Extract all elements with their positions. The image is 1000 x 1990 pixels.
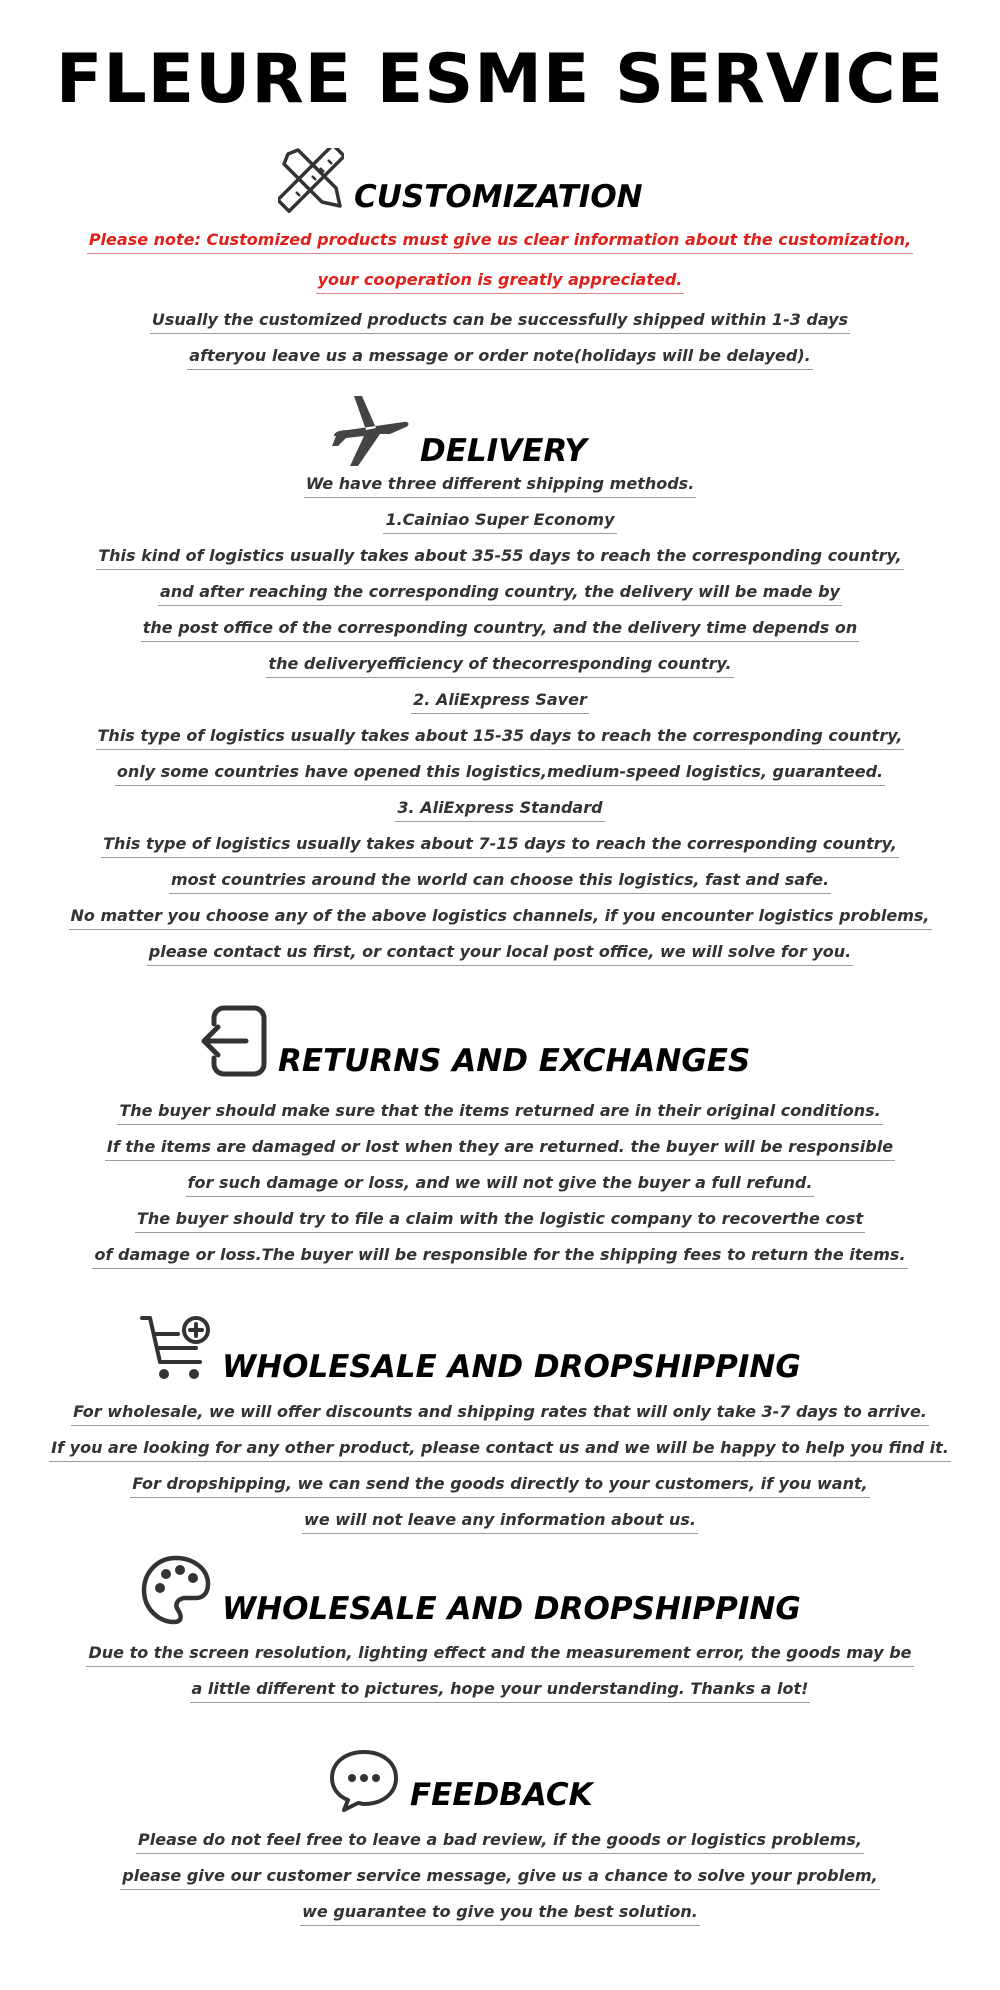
paragraph-line: please contact us first, or contact your local post office, we will solve for you. bbox=[147, 939, 853, 966]
airplane-icon bbox=[330, 392, 410, 468]
text-line bbox=[0, 262, 1000, 298]
text-line bbox=[0, 862, 1000, 898]
text-line bbox=[0, 1502, 1000, 1538]
text-line bbox=[0, 646, 1000, 682]
page-title: FLEURE ESME SERVICE bbox=[55, 40, 945, 119]
paragraph-line: This kind of logistics usually takes about 35-55 days to reach the corresponding country, bbox=[96, 543, 904, 570]
paragraph-line: Usually the customized products can be successfully shipped within 1-3 days bbox=[150, 307, 850, 334]
palette-icon bbox=[140, 1554, 212, 1626]
text-line bbox=[0, 1201, 1000, 1237]
customization-title: CUSTOMIZATION bbox=[354, 179, 643, 215]
text-line bbox=[0, 222, 1000, 258]
text-line bbox=[0, 302, 1000, 338]
color-note-title: WHOLESALE AND DROPSHIPPING bbox=[222, 1591, 801, 1627]
text-line bbox=[0, 898, 1000, 934]
paragraph-line: the post office of the corresponding country, and the delivery time depends on bbox=[141, 615, 859, 642]
text-line bbox=[0, 1894, 1000, 1930]
paragraph-line: 1.Cainiao Super Economy bbox=[383, 507, 616, 534]
paragraph-line: The buyer should try to file a claim with the logistic company to recoverthe cost bbox=[135, 1206, 865, 1233]
pencil-ruler-icon bbox=[278, 148, 344, 214]
feedback-title: FEEDBACK bbox=[410, 1777, 593, 1813]
text-line bbox=[0, 466, 1000, 502]
text-line bbox=[0, 934, 1000, 970]
text-line bbox=[0, 1394, 1000, 1430]
paragraph-line: We have three different shipping methods. bbox=[304, 471, 697, 498]
paragraph-line: the deliveryefficiency of thecorresponding country. bbox=[266, 651, 733, 678]
text-line bbox=[0, 1671, 1000, 1707]
wholesale-title: WHOLESALE AND DROPSHIPPING bbox=[222, 1349, 801, 1385]
text-line bbox=[0, 538, 1000, 574]
text-line bbox=[0, 1822, 1000, 1858]
paragraph-line: 3. AliExpress Standard bbox=[395, 795, 604, 822]
text-line bbox=[0, 790, 1000, 826]
paragraph-line: For dropshipping, we can send the goods directly to your customers, if you want, bbox=[130, 1471, 869, 1498]
text-line bbox=[0, 610, 1000, 646]
customization-text bbox=[0, 302, 1000, 374]
customization-heading bbox=[278, 148, 643, 214]
paragraph-line: we guarantee to give you the best solution. bbox=[300, 1899, 700, 1926]
notice-line: your cooperation is greatly appreciated. bbox=[316, 267, 685, 294]
paragraph-line: a little different to pictures, hope your understanding. Thanks a lot! bbox=[190, 1676, 811, 1703]
paragraph-line: for such damage or loss, and we will not give the buyer a full refund. bbox=[186, 1170, 815, 1197]
text-line bbox=[0, 718, 1000, 754]
feedback-text bbox=[0, 1822, 1000, 1930]
notice-line: Please note: Customized products must give us clear information about the customization, bbox=[87, 227, 913, 254]
customization-notice bbox=[0, 222, 1000, 298]
text-line bbox=[0, 1858, 1000, 1894]
paragraph-line: This type of logistics usually takes about 7-15 days to reach the corresponding country, bbox=[101, 831, 899, 858]
wholesale-heading bbox=[140, 1314, 801, 1384]
paragraph-line: Please do not feel free to leave a bad review, if the goods or logistics problems, bbox=[136, 1827, 864, 1854]
returns-heading bbox=[194, 1004, 750, 1078]
delivery-title: DELIVERY bbox=[420, 433, 587, 469]
paragraph-line: If you are looking for any other product, please contact us and we will be happy to help you find it. bbox=[49, 1435, 951, 1462]
color-note-text bbox=[0, 1635, 1000, 1707]
text-line bbox=[0, 1093, 1000, 1129]
paragraph-line: and after reaching the corresponding country, the delivery will be made by bbox=[158, 579, 842, 606]
paragraph-line: afteryou leave us a message or order note(holidays will be delayed). bbox=[187, 343, 812, 370]
paragraph-line: For wholesale, we will offer discounts and shipping rates that will only take 3-7 days to arrive. bbox=[71, 1399, 929, 1426]
paragraph-line: If the items are damaged or lost when they are returned. the buyer will be responsible bbox=[105, 1134, 895, 1161]
paragraph-line: please give our customer service message, give us a chance to solve your problem, bbox=[120, 1863, 879, 1890]
paragraph-line: of damage or loss.The buyer will be responsible for the shipping fees to return the items. bbox=[92, 1242, 907, 1269]
text-line bbox=[0, 1237, 1000, 1273]
text-line bbox=[0, 1430, 1000, 1466]
text-line bbox=[0, 338, 1000, 374]
paragraph-line: most countries around the world can choose this logistics, fast and safe. bbox=[169, 867, 831, 894]
wholesale-text bbox=[0, 1394, 1000, 1538]
text-line bbox=[0, 1466, 1000, 1502]
text-line bbox=[0, 1165, 1000, 1201]
delivery-heading bbox=[330, 392, 587, 468]
chat-bubble-icon bbox=[328, 1748, 400, 1812]
text-line bbox=[0, 1129, 1000, 1165]
text-line bbox=[0, 574, 1000, 610]
text-line bbox=[0, 502, 1000, 538]
feedback-heading bbox=[328, 1748, 593, 1812]
paragraph-line: Due to the screen resolution, lighting effect and the measurement error, the goods may be bbox=[86, 1640, 913, 1667]
paragraph-line: only some countries have opened this logistics,medium-speed logistics, guaranteed. bbox=[115, 759, 885, 786]
return-arrow-icon bbox=[194, 1004, 268, 1078]
delivery-text bbox=[0, 466, 1000, 970]
text-line bbox=[0, 1635, 1000, 1671]
cart-add-icon bbox=[140, 1314, 212, 1384]
paragraph-line: The buyer should make sure that the items returned are in their original conditions. bbox=[117, 1098, 882, 1125]
paragraph-line: we will not leave any information about us. bbox=[302, 1507, 698, 1534]
returns-title: RETURNS AND EXCHANGES bbox=[278, 1043, 751, 1079]
text-line bbox=[0, 682, 1000, 718]
returns-text bbox=[0, 1093, 1000, 1273]
paragraph-line: 2. AliExpress Saver bbox=[411, 687, 589, 714]
paragraph-line: No matter you choose any of the above logistics channels, if you encounter logistics problems, bbox=[69, 903, 932, 930]
paragraph-line: This type of logistics usually takes about 15-35 days to reach the corresponding country, bbox=[96, 723, 905, 750]
color-note-heading bbox=[140, 1554, 801, 1626]
text-line bbox=[0, 754, 1000, 790]
text-line bbox=[0, 826, 1000, 862]
